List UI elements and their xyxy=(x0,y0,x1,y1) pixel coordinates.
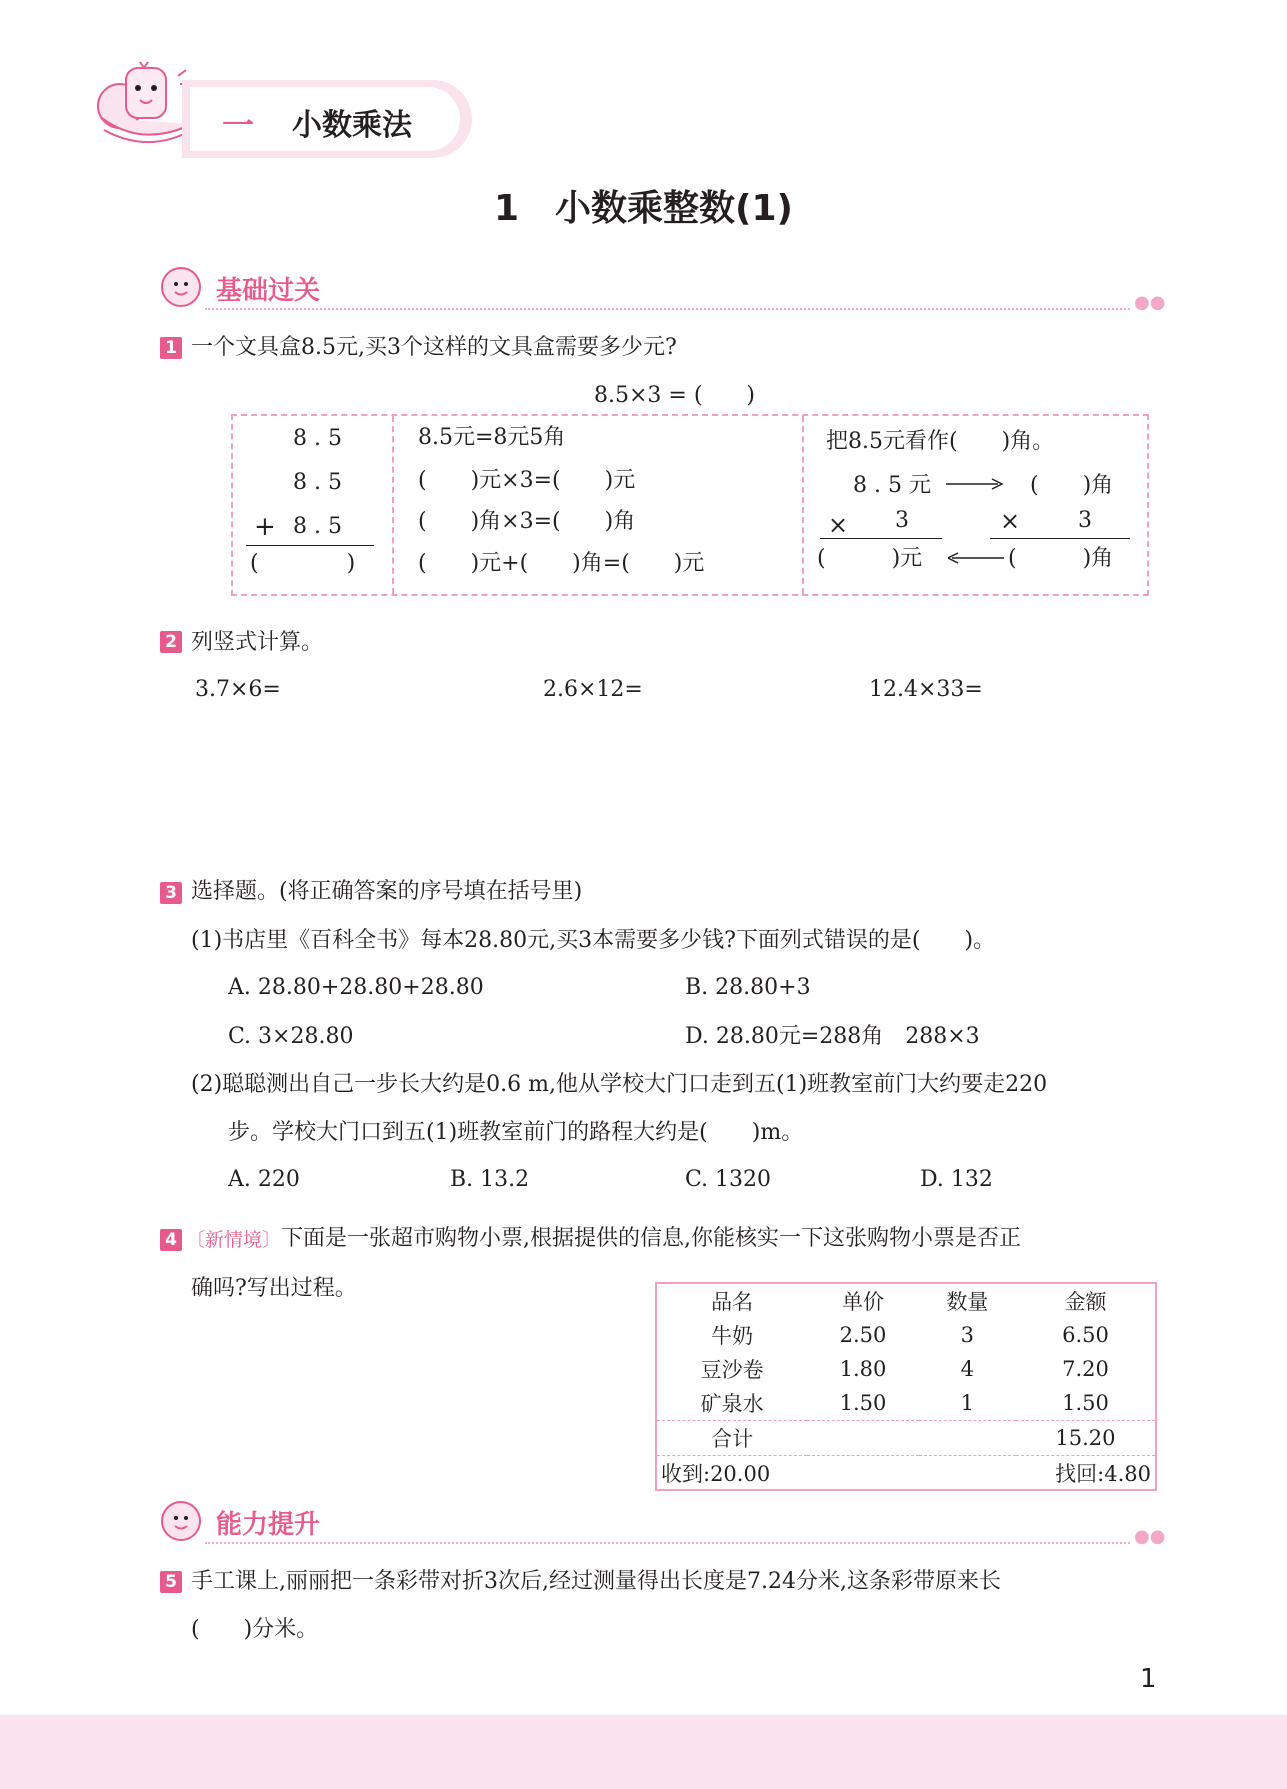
q3-sub1-option-d: D. 28.80元=288角 288×3 xyxy=(685,1024,980,1049)
q4-line1: 下面是一张超市购物小票,根据提供的信息,你能核实一下这张购物小票是否正 xyxy=(281,1226,1021,1251)
q4-line2: 确吗?写出过程。 xyxy=(191,1276,357,1301)
receipt-row xyxy=(657,1318,1155,1352)
q5-line2: ( )分米。 xyxy=(191,1617,319,1642)
chapter-number: 一 xyxy=(222,106,255,144)
q2-item-3: 12.4×33= xyxy=(869,677,983,702)
receipt-cell: 矿泉水 xyxy=(700,1392,764,1416)
receipt-change: 找回:4.80 xyxy=(1055,1462,1151,1486)
receipt-cell: 1 xyxy=(960,1391,975,1415)
q1-treat-underline-right xyxy=(990,538,1130,539)
receipt-total-value: 15.20 xyxy=(1055,1426,1116,1450)
q2-item-2: 2.6×12= xyxy=(543,677,643,702)
section-basic-divider xyxy=(205,308,1130,310)
q1-text: 一个文具盒8.5元,买3个这样的文具盒需要多少元? xyxy=(191,335,677,360)
q1-treat-three-left: 3 xyxy=(895,508,909,533)
receipt-total-label: 合计 xyxy=(711,1427,754,1451)
receipt-cell: 豆沙卷 xyxy=(700,1358,764,1382)
q1-box-divider-1 xyxy=(392,416,394,594)
q1-equation: 8.5×3 = ( ) xyxy=(594,383,756,408)
q5-line1: 手工课上,丽丽把一条彩带对折3次后,经过测量得出长度是7.24分米,这条彩带原来长 xyxy=(191,1569,1001,1594)
q3-sub1-option-a: A. 28.80+28.80+28.80 xyxy=(228,975,484,1000)
q1-treat-left-top: 8 . 5 元 xyxy=(853,473,931,498)
receipt-cell: 4 xyxy=(960,1357,975,1381)
q3-sub2-option-a: A. 220 xyxy=(228,1167,300,1192)
section-advanced-title: 能力提升 xyxy=(216,1510,321,1540)
q1-add-answer: ( ) xyxy=(250,551,356,576)
receipt-header-name: 品名 xyxy=(711,1290,754,1314)
q1-add-row1: 8 . 5 xyxy=(293,426,342,451)
receipt-cell: 2.50 xyxy=(839,1323,887,1347)
receipt xyxy=(655,1282,1157,1491)
section-advanced-dots: ●● xyxy=(1134,1526,1166,1547)
q3-sub2-option-d: D. 132 xyxy=(920,1167,993,1192)
q1-treat-underline-left xyxy=(820,538,942,539)
q1-treat-right-top: ( )角 xyxy=(1030,473,1114,498)
receipt-cell: 1.50 xyxy=(1062,1391,1109,1415)
q2-number: 2 xyxy=(160,631,182,653)
lesson-title: 1 小数乘整数(1) xyxy=(493,188,793,229)
q1-number: 1 xyxy=(160,337,182,359)
q3-sub1: (1)书店里《百科全书》每本28.80元,买3本需要多少钱?下面列式错误的是( )。 xyxy=(191,928,996,953)
q4-tag: 〔新情境〕 xyxy=(186,1229,282,1251)
receipt-header-qty: 数量 xyxy=(946,1290,989,1314)
q1-conv-row4: ( )元+( )角=( )元 xyxy=(418,551,705,576)
q1-conv-row2: ( )元×3=( )元 xyxy=(418,468,636,493)
q2-item-1: 3.7×6= xyxy=(195,677,281,702)
q3-sub2-option-b: B. 13.2 xyxy=(450,1167,530,1192)
page-number: 1 xyxy=(1140,1664,1157,1694)
q1-treat-row1: 把8.5元看作( )角。 xyxy=(826,429,1055,454)
q1-treat-three-right: 3 xyxy=(1078,508,1092,533)
receipt-header-amount: 金额 xyxy=(1064,1290,1107,1314)
q3-sub2-line1: (2)聪聪测出自己一步长大约是0.6 m,他从学校大门口走到五(1)班教室前门大约要走220 xyxy=(191,1072,1048,1097)
section-advanced-icon xyxy=(160,1500,202,1546)
section-basic-icon xyxy=(160,266,202,312)
q1-box-divider-2 xyxy=(802,416,804,594)
section-basic-title: 基础过关 xyxy=(216,276,321,306)
q3-sub1-option-b: B. 28.80+3 xyxy=(685,975,811,1000)
q1-treat-times-right: × xyxy=(1000,507,1021,535)
receipt-cell: 7.20 xyxy=(1062,1357,1109,1381)
receipt-cell: 1.50 xyxy=(839,1391,887,1415)
receipt-row xyxy=(657,1386,1155,1421)
chapter-title: 小数乘法 xyxy=(292,108,412,143)
receipt-cell: 6.50 xyxy=(1062,1323,1109,1347)
receipt-row xyxy=(657,1352,1155,1386)
receipt-payment-row xyxy=(657,1456,1155,1491)
q1-conv-row3: ( )角×3=( )角 xyxy=(418,509,636,534)
bottom-band xyxy=(0,1715,1287,1789)
q1-arrow-right-icon xyxy=(946,476,1004,496)
q1-conv-row1: 8.5元=8元5角 xyxy=(418,425,566,450)
section-basic-dots: ●● xyxy=(1134,292,1166,313)
receipt-table xyxy=(657,1284,1155,1490)
receipt-empty-cell xyxy=(919,1421,1016,1456)
q3-text: 选择题。(将正确答案的序号填在括号里) xyxy=(191,879,583,904)
receipt-received: 收到:20.00 xyxy=(661,1462,771,1486)
q1-add-row2: 8 . 5 xyxy=(293,470,342,495)
q1-treat-times-left: × xyxy=(828,511,849,539)
receipt-cell: 3 xyxy=(960,1323,975,1347)
q5-number: 5 xyxy=(160,1571,182,1593)
q1-treat-left-bottom: ( )元 xyxy=(817,546,923,571)
receipt-cell: 牛奶 xyxy=(711,1324,754,1348)
q3-number: 3 xyxy=(160,882,182,904)
q1-arrow-left-icon xyxy=(948,550,1004,570)
q1-add-underline xyxy=(246,545,374,546)
receipt-header-row xyxy=(657,1284,1155,1318)
receipt-empty-cell xyxy=(807,1421,919,1456)
q1-add-row3: 8 . 5 xyxy=(293,514,342,539)
q3-sub1-option-c: C. 3×28.80 xyxy=(228,1024,354,1049)
q3-sub2-option-c: C. 1320 xyxy=(685,1167,772,1192)
q1-add-plus: + xyxy=(254,512,276,542)
receipt-header-price: 单价 xyxy=(842,1290,885,1314)
receipt-cell: 1.80 xyxy=(839,1357,887,1381)
q2-text: 列竖式计算。 xyxy=(191,630,324,655)
q4-number: 4 xyxy=(160,1229,182,1251)
receipt-total-row xyxy=(657,1421,1155,1456)
section-advanced-divider xyxy=(205,1542,1130,1544)
q1-treat-right-bottom: ( )角 xyxy=(1008,546,1114,571)
q3-sub2-line2: 步。学校大门口到五(1)班教室前门的路程大约是( )m。 xyxy=(228,1120,804,1145)
